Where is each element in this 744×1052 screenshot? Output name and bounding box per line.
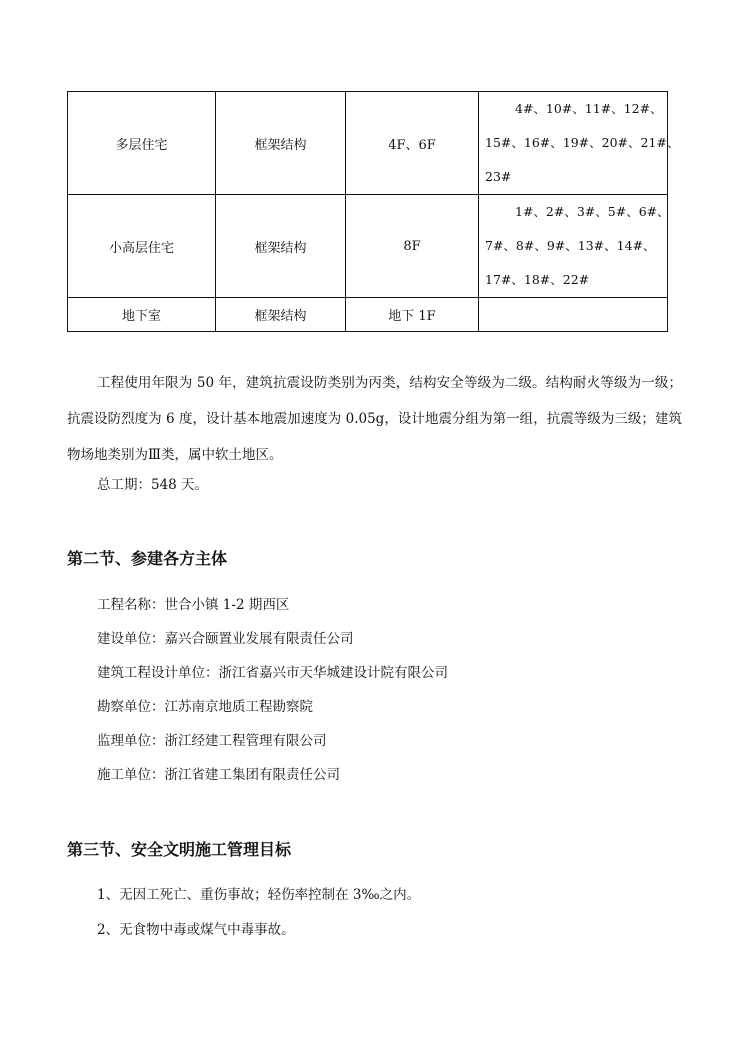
building-type-cell: 地下室	[68, 298, 216, 332]
goal-item: 1、无因工死亡、重伤事故；轻伤率控制在 3‰之内。	[97, 887, 421, 903]
section2-heading: 第二节、参建各方主体	[67, 549, 228, 568]
participant-item: 勘察单位：江苏南京地质工程勘察院	[97, 699, 313, 715]
structure-cell: 框架结构	[216, 298, 346, 332]
numbers-line: 15#、16#、19#、20#、21#、	[485, 135, 680, 150]
table-row	[68, 298, 668, 332]
table-row	[68, 195, 668, 298]
floors-cell: 4F、6F	[346, 92, 479, 195]
project-info-paragraph: 工程使用年限为 50 年，建筑抗震设防类别为丙类，结构安全等级为二级。结构耐火等级为一级；抗震设防烈度为 6 度，设计基本地震加速度为 0.05g，设计地震分组为第一组，抗震等级为三级；建筑物场地类别为Ⅲ类，属中软土地区。	[67, 375, 682, 463]
numbers-line: 1#、2#、3#、5#、6#、	[515, 204, 670, 219]
building-numbers-cell	[479, 92, 680, 195]
building-type-cell: 小高层住宅	[68, 195, 216, 298]
structure-cell: 框架结构	[216, 92, 346, 195]
goal-item: 2、无食物中毒或煤气中毒事故。	[97, 922, 295, 938]
numbers-line: 17#、18#、22#	[485, 272, 590, 287]
numbers-line: 4#、10#、11#、12#、	[515, 101, 663, 116]
total-duration: 总工期：548 天。	[97, 477, 209, 493]
participant-item: 工程名称：世合小镇 1-2 期西区	[97, 597, 290, 613]
structure-cell: 框架结构	[216, 195, 346, 298]
building-table	[67, 91, 680, 332]
building-numbers-cell	[479, 195, 668, 298]
building-numbers-cell	[479, 298, 668, 332]
floors-cell: 8F	[346, 195, 479, 298]
participant-item: 监理单位：浙江经建工程管理有限公司	[97, 733, 327, 749]
participant-item: 施工单位：浙江省建工集团有限责任公司	[97, 767, 340, 783]
building-type-cell: 多层住宅	[68, 92, 216, 195]
participant-item: 建设单位：嘉兴合颐置业发展有限责任公司	[97, 631, 354, 647]
section3-heading: 第三节、安全文明施工管理目标	[67, 840, 292, 859]
numbers-line: 23#	[485, 169, 512, 184]
floors-cell: 地下 1F	[346, 298, 479, 332]
numbers-line: 7#、8#、9#、13#、14#、	[485, 238, 656, 253]
table-row	[68, 92, 668, 195]
participant-item: 建筑工程设计单位：浙江省嘉兴市天华城建设计院有限公司	[97, 665, 448, 681]
